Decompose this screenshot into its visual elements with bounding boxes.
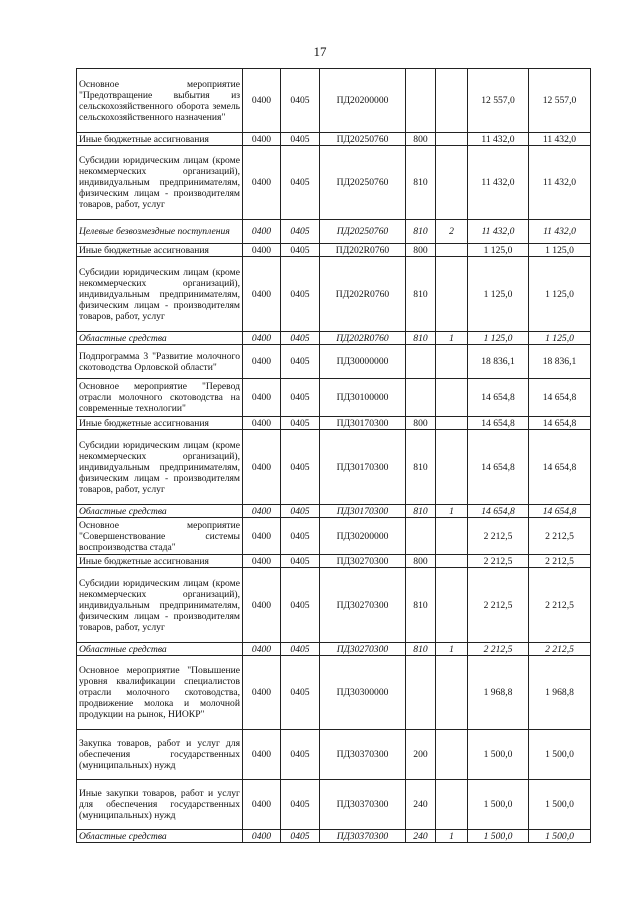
table-row: [77, 518, 591, 555]
row-name: Иные бюджетные ассигнования: [77, 417, 243, 430]
table-row: [77, 730, 591, 780]
section-code: 0400: [243, 146, 281, 220]
row-name: Областные средства: [77, 643, 243, 656]
subsection-code: 0405: [281, 220, 320, 244]
subsection-code: 0405: [281, 133, 320, 146]
amount-1: 2 212,5: [468, 643, 529, 656]
funding-source-code: 2: [436, 220, 468, 244]
row-name: Областные средства: [77, 505, 243, 518]
table-row: [77, 345, 591, 379]
target-article-code: ПД20250760: [320, 133, 406, 146]
section-code: 0400: [243, 643, 281, 656]
page-number: 17: [313, 44, 327, 59]
subsection-code: 0405: [281, 332, 320, 345]
expense-type-code: 810: [406, 643, 436, 656]
section-code: 0400: [243, 417, 281, 430]
target-article-code: ПД30100000: [320, 379, 406, 417]
target-article-code: ПД20200000: [320, 69, 406, 133]
amount-2: 2 212,5: [529, 518, 591, 555]
amount-1: 2 212,5: [468, 555, 529, 568]
subsection-code: 0405: [281, 518, 320, 555]
target-article-code: ПД30170300: [320, 505, 406, 518]
budget-table-body: [77, 69, 591, 843]
target-article-code: ПД20250760: [320, 146, 406, 220]
amount-1: 2 212,5: [468, 518, 529, 555]
row-name: Основное мероприятие "Повышение уровня квалификации специалистов отрасли молочного скотоводства, продвижение молока и молочной продукции на рынок, НИОКР": [77, 656, 243, 730]
expense-type-code: [406, 518, 436, 555]
amount-2: 1 500,0: [529, 780, 591, 830]
funding-source-code: [436, 518, 468, 555]
target-article-code: ПД30170300: [320, 430, 406, 505]
funding-source-code: [436, 555, 468, 568]
amount-2: 1 500,0: [529, 730, 591, 780]
amount-2: 1 125,0: [529, 332, 591, 345]
amount-2: 1 968,8: [529, 656, 591, 730]
amount-1: 1 125,0: [468, 332, 529, 345]
expense-type-code: 810: [406, 146, 436, 220]
subsection-code: 0405: [281, 257, 320, 332]
amount-2: 11 432,0: [529, 146, 591, 220]
subsection-code: 0405: [281, 656, 320, 730]
expense-type-code: 810: [406, 568, 436, 643]
amount-1: 11 432,0: [468, 146, 529, 220]
target-article-code: ПД30300000: [320, 656, 406, 730]
expense-type-code: 800: [406, 244, 436, 257]
target-article-code: ПД30200000: [320, 518, 406, 555]
section-code: 0400: [243, 555, 281, 568]
amount-1: 11 432,0: [468, 133, 529, 146]
funding-source-code: 1: [436, 830, 468, 843]
funding-source-code: 1: [436, 505, 468, 518]
amount-2: 11 432,0: [529, 220, 591, 244]
amount-1: 1 500,0: [468, 830, 529, 843]
target-article-code: ПД30270300: [320, 643, 406, 656]
subsection-code: 0405: [281, 430, 320, 505]
amount-1: 1 500,0: [468, 780, 529, 830]
amount-1: 14 654,8: [468, 417, 529, 430]
section-code: 0400: [243, 656, 281, 730]
table-row: [77, 505, 591, 518]
target-article-code: ПД30370300: [320, 730, 406, 780]
funding-source-code: [436, 417, 468, 430]
expense-type-code: 810: [406, 430, 436, 505]
table-row: [77, 555, 591, 568]
subsection-code: 0405: [281, 568, 320, 643]
subsection-code: 0405: [281, 780, 320, 830]
table-row: [77, 332, 591, 345]
amount-1: 1 500,0: [468, 730, 529, 780]
funding-source-code: [436, 257, 468, 332]
row-name: Иные бюджетные ассигнования: [77, 555, 243, 568]
funding-source-code: 1: [436, 332, 468, 345]
target-article-code: ПД30270300: [320, 555, 406, 568]
target-article-code: ПД30370300: [320, 780, 406, 830]
section-code: 0400: [243, 244, 281, 257]
subsection-code: 0405: [281, 345, 320, 379]
subsection-code: 0405: [281, 555, 320, 568]
funding-source-code: [436, 780, 468, 830]
expense-type-code: 800: [406, 555, 436, 568]
section-code: 0400: [243, 830, 281, 843]
expense-type-code: [406, 656, 436, 730]
table-row: [77, 568, 591, 643]
table-row: [77, 830, 591, 843]
amount-1: 1 125,0: [468, 257, 529, 332]
section-code: 0400: [243, 257, 281, 332]
funding-source-code: [436, 379, 468, 417]
section-code: 0400: [243, 345, 281, 379]
expense-type-code: 810: [406, 220, 436, 244]
expense-type-code: 810: [406, 257, 436, 332]
table-row: [77, 220, 591, 244]
amount-2: 18 836,1: [529, 345, 591, 379]
row-name: Закупка товаров, работ и услуг для обеспечения государственных (муниципальных) нужд: [77, 730, 243, 780]
target-article-code: ПД202R0760: [320, 244, 406, 257]
expense-type-code: [406, 345, 436, 379]
target-article-code: ПД30270300: [320, 568, 406, 643]
expense-type-code: 810: [406, 332, 436, 345]
amount-2: 2 212,5: [529, 568, 591, 643]
section-code: 0400: [243, 505, 281, 518]
amount-1: 12 557,0: [468, 69, 529, 133]
expense-type-code: 800: [406, 417, 436, 430]
target-article-code: ПД30170300: [320, 417, 406, 430]
expense-type-code: 240: [406, 830, 436, 843]
expense-type-code: 240: [406, 780, 436, 830]
amount-2: 1 125,0: [529, 257, 591, 332]
table-row: [77, 69, 591, 133]
funding-source-code: [436, 133, 468, 146]
section-code: 0400: [243, 332, 281, 345]
expense-type-code: 800: [406, 133, 436, 146]
amount-2: 11 432,0: [529, 133, 591, 146]
amount-2: 14 654,8: [529, 430, 591, 505]
amount-1: 14 654,8: [468, 430, 529, 505]
funding-source-code: 1: [436, 643, 468, 656]
section-code: 0400: [243, 730, 281, 780]
table-row: [77, 257, 591, 332]
section-code: 0400: [243, 133, 281, 146]
amount-1: 1 125,0: [468, 244, 529, 257]
subsection-code: 0405: [281, 69, 320, 133]
subsection-code: 0405: [281, 730, 320, 780]
row-name: Субсидии юридическим лицам (кроме некоммерческих организаций), индивидуальным предпринимателям, физическим лицам - производителям товаров, работ, услуг: [77, 257, 243, 332]
row-name: Областные средства: [77, 830, 243, 843]
row-name: Целевые безвозмездные поступления: [77, 220, 243, 244]
row-name: Основное мероприятие "Предотвращение выбытия из сельскохозяйственного оборота земель сельскохозяйственного назначения": [77, 69, 243, 133]
table-row: [77, 244, 591, 257]
funding-source-code: [436, 146, 468, 220]
amount-2: 14 654,8: [529, 417, 591, 430]
funding-source-code: [436, 345, 468, 379]
amount-2: 14 654,8: [529, 379, 591, 417]
target-article-code: ПД20250760: [320, 220, 406, 244]
funding-source-code: [436, 568, 468, 643]
target-article-code: ПД30000000: [320, 345, 406, 379]
table-row: [77, 430, 591, 505]
row-name: Субсидии юридическим лицам (кроме некоммерческих организаций), индивидуальным предпринимателям, физическим лицам - производителям товаров, работ, услуг: [77, 568, 243, 643]
amount-1: 2 212,5: [468, 568, 529, 643]
funding-source-code: [436, 730, 468, 780]
subsection-code: 0405: [281, 830, 320, 843]
section-code: 0400: [243, 568, 281, 643]
amount-1: 14 654,8: [468, 379, 529, 417]
row-name: Иные бюджетные ассигнования: [77, 133, 243, 146]
target-article-code: ПД202R0760: [320, 257, 406, 332]
funding-source-code: [436, 656, 468, 730]
amount-2: 1 500,0: [529, 830, 591, 843]
funding-source-code: [436, 69, 468, 133]
funding-source-code: [436, 244, 468, 257]
expense-type-code: [406, 379, 436, 417]
target-article-code: ПД202R0760: [320, 332, 406, 345]
table-row: [77, 643, 591, 656]
table-row: [77, 780, 591, 830]
table-row: [77, 417, 591, 430]
amount-2: 1 125,0: [529, 244, 591, 257]
table-row: [77, 133, 591, 146]
amount-2: 2 212,5: [529, 643, 591, 656]
expense-type-code: 200: [406, 730, 436, 780]
table-row: [77, 656, 591, 730]
row-name: Подпрограмма 3 "Развитие молочного скотоводства Орловской области": [77, 345, 243, 379]
section-code: 0400: [243, 780, 281, 830]
target-article-code: ПД30370300: [320, 830, 406, 843]
funding-source-code: [436, 430, 468, 505]
section-code: 0400: [243, 430, 281, 505]
amount-2: 2 212,5: [529, 555, 591, 568]
subsection-code: 0405: [281, 146, 320, 220]
expense-type-code: [406, 69, 436, 133]
row-name: Основное мероприятие "Перевод отрасли молочного скотоводства на современные технологии": [77, 379, 243, 417]
subsection-code: 0405: [281, 643, 320, 656]
amount-1: 18 836,1: [468, 345, 529, 379]
row-name: Субсидии юридическим лицам (кроме некоммерческих организаций), индивидуальным предпринимателям, физическим лицам - производителям товаров, работ, услуг: [77, 146, 243, 220]
row-name: Основное мероприятие "Совершенствование системы воспроизводства стада": [77, 518, 243, 555]
table-row: [77, 379, 591, 417]
expense-type-code: 810: [406, 505, 436, 518]
amount-2: 12 557,0: [529, 69, 591, 133]
section-code: 0400: [243, 518, 281, 555]
amount-1: 14 654,8: [468, 505, 529, 518]
row-name: Областные средства: [77, 332, 243, 345]
section-code: 0400: [243, 69, 281, 133]
row-name: Иные бюджетные ассигнования: [77, 244, 243, 257]
amount-1: 11 432,0: [468, 220, 529, 244]
budget-table: [76, 68, 591, 843]
subsection-code: 0405: [281, 244, 320, 257]
subsection-code: 0405: [281, 417, 320, 430]
row-name: Субсидии юридическим лицам (кроме некоммерческих организаций), индивидуальным предпринимателям, физическим лицам - производителям товаров, работ, услуг: [77, 430, 243, 505]
table-row: [77, 146, 591, 220]
section-code: 0400: [243, 379, 281, 417]
subsection-code: 0405: [281, 379, 320, 417]
subsection-code: 0405: [281, 505, 320, 518]
section-code: 0400: [243, 220, 281, 244]
row-name: Иные закупки товаров, работ и услуг для обеспечения государственных (муниципальных) нужд: [77, 780, 243, 830]
amount-2: 14 654,8: [529, 505, 591, 518]
amount-1: 1 968,8: [468, 656, 529, 730]
